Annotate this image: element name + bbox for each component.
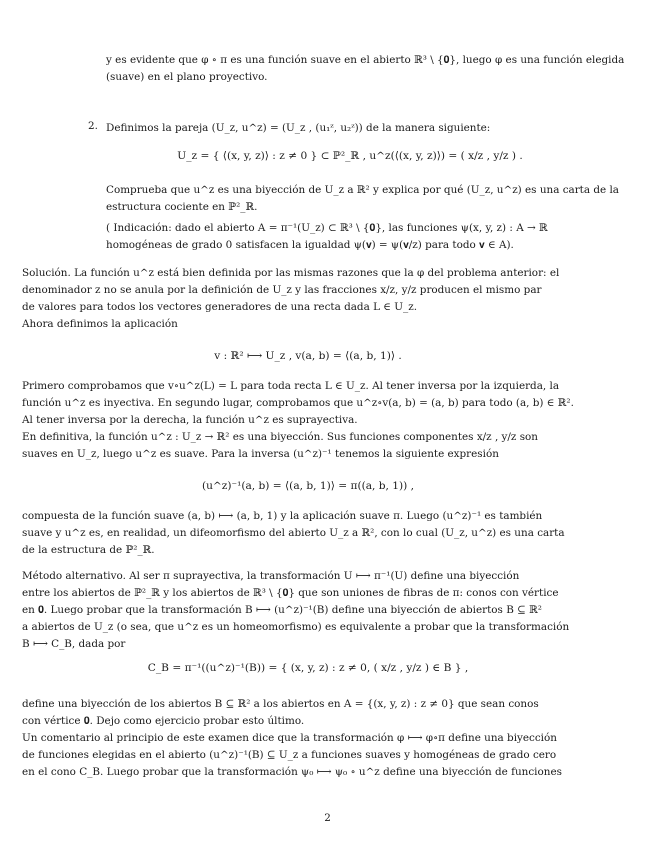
paragraph-solution bbox=[22, 265, 594, 333]
paragraph-alternative-2 bbox=[22, 696, 594, 781]
page-number: 2 bbox=[324, 812, 331, 824]
text-line: suaves en U_z, luego u^z es suave. Para la inversa (u^z)⁻¹ tenemos la siguiente expresión bbox=[22, 448, 499, 460]
paragraph-solution-2 bbox=[22, 378, 594, 463]
text-line: función u^z es inyectiva. En segundo lugar, comprobamos que u^z∘v(a, b) = (a, b) para todo (a, b) ∈ ℝ². bbox=[22, 397, 574, 409]
equation-1: U_z = { ⟨(x, y, z)⟩ : z ≠ 0 } ⊂ ℙ²_ℝ , u^z(⟨(x, y, z)⟩) = ( x/z , y/z ) . bbox=[177, 150, 523, 162]
text-line: de funciones elegidas en el abierto (u^z)⁻¹(B) ⊆ U_z a funciones suaves y homogéneas de grado cero bbox=[22, 749, 557, 761]
text-line: en 𝟎. Luego probar que la transformación B ⟼ (u^z)⁻¹(B) define una biyección de abiertos B ⊆ ℝ² bbox=[22, 604, 542, 616]
text-line: Ahora definimos la aplicación bbox=[22, 318, 178, 330]
text-line: B ⟼ C_B, dada por bbox=[22, 638, 126, 650]
text-line: ( Indicación: dado el abierto A = π⁻¹(U_z) ⊂ ℝ³ \ {𝟎}, las funciones ψ(x, y, z) : A → ℝ bbox=[106, 222, 548, 234]
text-line: de la estructura de ℙ²_ℝ. bbox=[22, 544, 155, 556]
text-line: En definitiva, la función u^z : U_z → ℝ² es una biyección. Sus funciones componentes x/z , y/z son bbox=[22, 431, 538, 443]
paragraph-solution-3 bbox=[22, 508, 594, 559]
text-line: entre los abiertos de ℙ²_ℝ y los abiertos de ℝ³ \ {𝟎} que son uniones de fibras de π: conos con vértice bbox=[22, 587, 559, 599]
text-line: de valores para todos los vectores generadores de una recta dada L ∈ U_z. bbox=[22, 301, 417, 313]
text-line: Un comentario al principio de este examen dice que la transformación φ ⟼ φ∘π define una biyección bbox=[22, 732, 557, 744]
text-line: Comprueba que u^z es una biyección de U_z a ℝ² y explica por qué (U_z, u^z) es una carta de la bbox=[106, 184, 619, 196]
text-line: suave y u^z es, en realidad, un difeomorfismo del abierto U_z a ℝ², con lo cual (U_z, u^z) es una carta bbox=[22, 527, 565, 539]
text-line: en el cono C_B. Luego probar que la transformación ψ₀ ⟼ ψ₀ ∘ u^z define una biyección de funciones bbox=[22, 766, 562, 778]
equation-2: v : ℝ² ⟼ U_z , v(a, b) = ⟨(a, b, 1)⟩ . bbox=[214, 350, 402, 362]
text-line: homogéneas de grado 0 satisfacen la igualdad ψ(𝐯) = ψ(𝐯/z) para todo 𝐯 ∈ A). bbox=[106, 239, 514, 251]
text-line: estructura cociente en ℙ²_ℝ. bbox=[106, 201, 258, 213]
text-line: compuesta de la función suave (a, b) ⟼ (a, b, 1) y la aplicación suave π. Luego (u^z)⁻¹ es también bbox=[22, 510, 543, 522]
equation-4: C_B = π⁻¹((u^z)⁻¹(B)) = { (x, y, z) : z ≠ 0, ( x/z , y/z ) ∈ B } , bbox=[147, 662, 469, 674]
text-line: (suave) en el plano proyectivo. bbox=[106, 71, 268, 83]
paragraph-alternative bbox=[22, 568, 594, 653]
text-line: con vértice 𝟎. Dejo como ejercicio probar esto último. bbox=[22, 715, 305, 727]
text-line: Método alternativo. Al ser π suprayectiva, la transformación U ⟼ π⁻¹(U) define una biyección bbox=[22, 570, 520, 582]
paragraph-intro bbox=[106, 52, 625, 86]
text-line: denominador z no se anula por la definición de U_z y las fracciones x/z, y/z producen el mismo par bbox=[22, 284, 542, 296]
equation-3: (u^z)⁻¹(a, b) = ⟨(a, b, 1)⟩ = π((a, b, 1)) , bbox=[201, 480, 415, 492]
text-line: Al tener inversa por la derecha, la función u^z es suprayectiva. bbox=[22, 414, 358, 426]
paragraph-hint bbox=[106, 220, 594, 254]
text-line: define una biyección de los abiertos B ⊆ ℝ² a los abiertos en A = {(x, y, z) : z ≠ 0} que sean conos bbox=[22, 698, 539, 710]
paragraph-item2-b bbox=[106, 182, 619, 216]
text-line: Primero comprobamos que v∘u^z(L) = L para toda recta L ∈ U_z. Al tener inversa por la izquierda, la bbox=[22, 380, 560, 392]
text-line: y es evidente que φ ∘ π es una función suave en el abierto ℝ³ \ {𝟎}, luego φ es una función elegida bbox=[106, 54, 625, 66]
text-line: Definimos la pareja (U_z, u^z) = (U_z , (u₁ᶻ, u₂ᶻ)) de la manera siguiente: bbox=[106, 122, 491, 134]
text-line: a abiertos de U_z (o sea, que u^z es un homeomorfismo) es equivalente a probar que la transformación bbox=[22, 621, 570, 633]
paragraph-item2 bbox=[106, 120, 594, 137]
text-line: Solución. La función u^z está bien definida por las mismas razones que la φ del problema anterior: el bbox=[22, 267, 560, 279]
item-number: 2. bbox=[88, 120, 98, 132]
